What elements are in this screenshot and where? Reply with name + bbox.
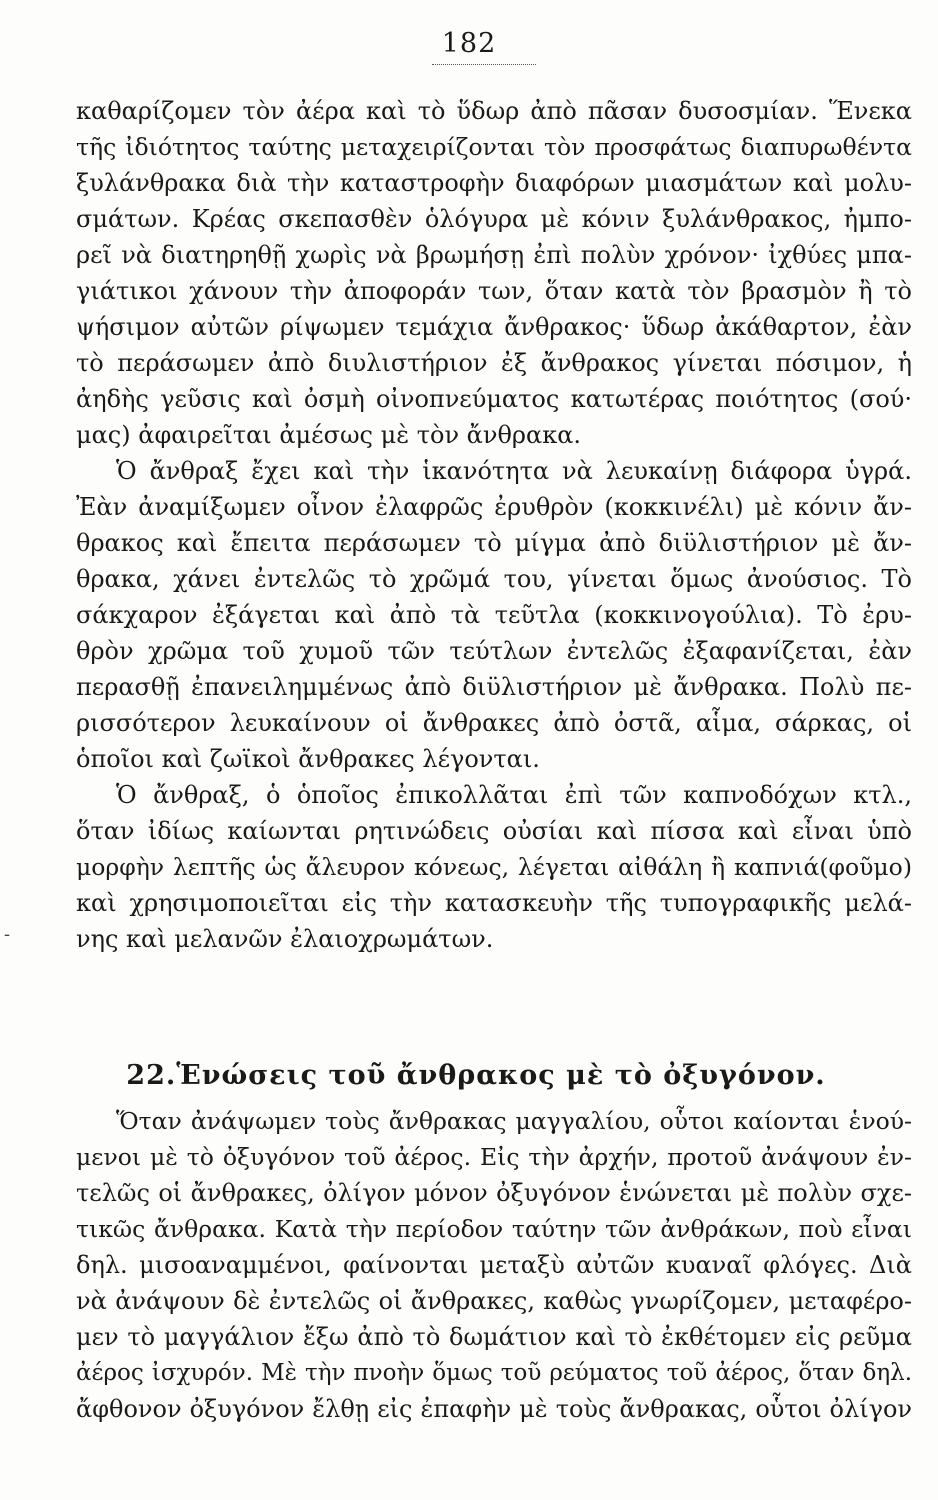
text-line: ἀέρος ἰσχυρόν. Μὲ τὴν πνοὴν ὅμως τοῦ ρεύματος τοῦ ἀέρος, ὅταν δηλ. [76,1360,912,1386]
text-line: σμάτων. Κρέας σκεπασθὲν ὁλόγυρα μὲ κόνιν ξυλάνθρακος, ἠμπο- [76,205,912,233]
text-line: περασθῇ ἐπανειλημμένως ἀπὸ διϋλιστήριον μὲ ἄνθρακα. Πολὺ πε- [76,673,912,701]
text-line: Ἐὰν ἀναμίξωμεν οἶνον ἐλαφρῶς ἐρυθρὸν (κοκκινέλι) μὲ κόνιν ἄν- [76,493,912,521]
text-line: μεν τὸ μαγγάλιον ἔξω ἀπὸ τὸ δωμάτιον καὶ τὸ ἐκθέτομεν εἰς ρεῦμα [76,1323,912,1351]
text-line: μενοι μὲ τὸ ὀξυγόνον τοῦ ἀέρος. Εἰς τὴν ἀρχήν, προτοῦ ἀνάψουν ἐν- [76,1143,912,1171]
text-line: τικῶς ἄνθρακα. Κατὰ τὴν περίοδον ταύτην τῶν ἀνθράκων, ποὺ εἶναι [76,1215,912,1243]
page-number: 182 [441,28,497,59]
text-line: ξυλάνθρακα διὰ τὴν καταστροφὴν διαφόρων μιασμάτων καὶ μολυ- [76,169,912,197]
text-line: νης καὶ μελανῶν ἐλαιοχρωμάτων. [76,925,494,953]
text-line: τελῶς οἱ ἄνθρακες, ὀλίγον μόνον ὀξυγόνον ἑνώνεται μὲ πολὺν σχε- [76,1179,912,1207]
text-line: Ὁ ἄνθραξ, ὁ ὁποῖος ἐπικολλᾶται ἐπὶ τῶν καπνοδόχων κτλ., [116,781,912,809]
text-line: τῆς ἰδιότητος ταύτης μεταχειρίζονται τὸν προσφάτως διαπυρωθέντα [76,133,912,161]
text-line: σάκχαρον ἐξάγεται καὶ ἀπὸ τὰ τεῦτλα (κοκκινογούλια). Τὸ ἐρυ- [76,601,912,629]
text-line: μορφὴν λεπτῆς ὡς ἄλευρον κόνεως, λέγεται αἰθάλη ἢ καπνιά(φοῦμο) [76,853,912,881]
text-line: ὁποῖοι καὶ ζωϊκοὶ ἄνθρακες λέγονται. [76,745,540,773]
margin-mark: - [4,924,11,945]
section-heading [58,1058,894,1094]
text-line: νὰ ἀνάψουν δὲ ἐντελῶς οἱ ἄνθρακες, καθὼς γνωρίζομεν, μεταφέρο- [76,1287,912,1315]
page-number-rule [432,64,536,65]
text-line: δηλ. μισοαναμμένοι, φαίνονται μεταξὺ αὐτῶν κυαναῖ φλόγες. Διὰ [76,1251,912,1279]
text-line: θρακος καὶ ἔπειτα περάσωμεν τὸ μίγμα ἀπὸ διϋλιστήριον μὲ ἄν- [76,529,912,557]
text-line: θρὸν χρῶμα τοῦ χυμοῦ τῶν τεύτλων ἐντελῶς ἐξαφανίζεται, ἐὰν [76,637,912,665]
section-number: 22. [126,1060,177,1091]
text-line: ὅταν ἰδίως καίωνται ρητινώδεις οὐσίαι καὶ πίσσα καὶ εἶναι ὑπὸ [76,817,912,845]
text-line: ἀηδὴς γεῦσις καὶ ὀσμὴ οἰνοπνεύματος κατωτέρας ποιότητος (σού· [76,385,912,413]
text-line: Ὁ ἄνθραξ ἔχει καὶ τὴν ἱκανότητα νὰ λευκαίνῃ διάφορα ὑγρά. [116,457,912,485]
section-title: Ἑνώσεις τοῦ ἄνθρακος μὲ τὸ ὀξυγόνον. [176,1060,826,1091]
text-line: ψήσιμον αὐτῶν ρίψωμεν τεμάχια ἄνθρακος· ὕδωρ ἀκάθαρτον, ἐὰν [76,313,912,341]
text-line: τὸ περάσωμεν ἀπὸ διυλιστήριον ἐξ ἄνθρακος γίνεται πόσιμον, ἡ [76,349,912,377]
text-line: ρεῖ νὰ διατηρηθῇ χωρὶς νὰ βρωμήσῃ ἐπὶ πολὺν χρόνον· ἰχθύες μπα- [76,241,912,269]
text-line: ἄφθονον ὀξυγόνον ἔλθῃ εἰς ἐπαφὴν μὲ τοὺς ἄνθρακας, οὗτοι ὀλίγον [76,1395,912,1423]
text-line: θρακα, χάνει ἐντελῶς τὸ χρῶμά του, γίνεται ὅμως ἀνούσιος. Τὸ [76,565,912,593]
text-line: καθαρίζομεν τὸν ἀέρα καὶ τὸ ὕδωρ ἀπὸ πᾶσαν δυσοσμίαν. Ἕνεκα [76,97,912,125]
text-line: ρισσότερον λευκαίνουν οἱ ἄνθρακες ἀπὸ ὀστᾶ, αἷμα, σάρκας, οἱ [76,709,912,737]
text-line: γιάτικοι χάνουν τὴν ἀποφοράν των, ὅταν κατὰ τὸν βρασμὸν ἢ τὸ [76,277,912,305]
text-line: Ὅταν ἀνάψωμεν τοὺς ἄνθρακας μαγγαλίου, οὗτοι καίονται ἑνού- [116,1107,912,1135]
text-line: μας) ἀφαιρεῖται ἀμέσως μὲ τὸν ἄνθρακα. [76,421,582,449]
text-line: καὶ χρησιμοποιεῖται εἰς τὴν κατασκευὴν τῆς τυπογραφικῆς μελά- [76,889,912,917]
